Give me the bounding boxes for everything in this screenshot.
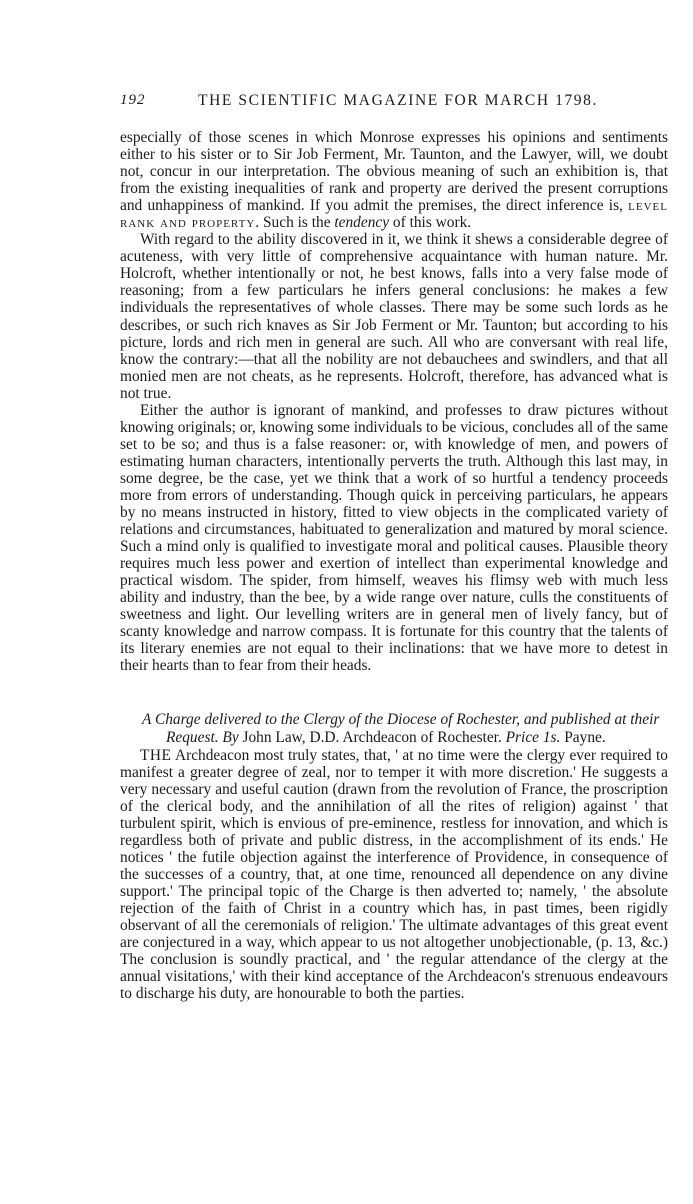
review-title <box>120 711 668 747</box>
running-title: THE SCIENTIFIC MAGAZINE FOR MARCH 1798. <box>198 92 598 109</box>
paragraph-text: of this work. <box>389 214 472 232</box>
opening-word: THE <box>140 746 172 764</box>
paragraph-text: . Such is the <box>255 214 335 232</box>
italic-word: tendency <box>334 214 390 232</box>
page-number: 192 <box>120 92 146 108</box>
section-spacing <box>120 675 668 711</box>
page-header <box>120 92 672 118</box>
review-2-paragraph <box>120 747 668 1003</box>
review-paragraph-3: Either the author is ignorant of mankind, and professes to draw pictures without knowing originals; or, knowing some individuals to be vicious, concludes all of the same set to be so; and thus is a false reasoner: or, with knowledge of men, and powers of estimating human characters, intentionally perverts the truth. Although this last may, in some degree, be the case, yet we think that a work of so hurtful a tendency proceeds more from errors of understanding. Though quick in perceiving particulars, he appears by no means instructed in history, fitted to view objects in the complicated variety of relations and circumstances, habituated to generalization and matured by moral science. Such a mind only is qualified to investigate moral and political causes. Plausible theory requires much less power and exertion of intellect than experimental knowledge and practical wisdom. The spider, from himself, weaves his flimsy web with much less ability and industry, than the bee, by a wide range over nature, culls the constituents of sweetness and light. Our levelling writers are in general men of lively fancy, but of scanty knowledge and narrow compass. It is fortunate for this country that the talents of its literary enemies are not equal to their inclinations: that we have more to detest in their hearts than to fear from their heads. <box>120 401 668 675</box>
page-body <box>120 129 668 1002</box>
title-publisher: Payne. <box>564 728 606 746</box>
paragraph-text: especially of those scenes in which Monrose expresses his opinions and sentiments either to his sister or to Sir Job Ferment, Mr. Taunton, and the Lawyer, will, we doubt not, concur in our interpretation. The obvious meaning of such an exhibition is, that from the existing inequalities of rank and property are derived the present corruptions and unhappiness of mankind. If you admit the premises, the direct inference is, <box>120 129 668 215</box>
review-paragraph-2: With regard to the ability discovered in it, we think it shews a considerable degree of acuteness, with very little of comprehensive acquaintance with human nature. Mr. Holcroft, whether intentionally or not, he best knows, falls into a very false mode of reasoning; from a few particulars he infers general conclusions: he makes a few individuals the representatives of whole classes. There may be some such lords as he describes, or such rich knaves as Sir Job Ferment or Mr. Taunton; but according to his picture, lords and rich men in general are such. All who are conversant with real life, know the contrary:—that all the nobility are not debauchees and swindlers, and that all monied men are not cheats, as he represents. Holcroft, therefore, has advanced what is not true. <box>120 231 668 402</box>
title-author: John Law, D.D. Archdeacon of Rochester. <box>242 728 502 746</box>
review-paragraph-1 <box>120 129 668 231</box>
small-caps-phrase: level rank and property <box>120 197 668 232</box>
title-price: Price 1s. <box>505 728 561 746</box>
title-italic: Request. By <box>166 728 243 746</box>
title-line-2 <box>122 729 668 747</box>
paragraph-text: Archdeacon most truly states, that, ' at no time were the clergy ever required to manifest a greater degree of zeal, nor to temper it with more discretion.' He suggests a very necessary and useful caution (drawn from the revolution of France, the proscription of the clerical body, and the annihilation of all the rites of religion) against ' that turbulent spirit, which is envious of pre-eminence, restless for innovation, and which is regardless both of private and public distress, in the accomplishment of its ends.' He notices ' the futile objection against the interference of Providence, in consequence of the successes of a country, that, at one time, renounced all dependence on any divine support.' The principal topic of the Charge is then adverted to; namely, ' the absolute rejection of the faith of Christ in a country which has, in past times, been rigidly observant of all the ceremonials of religion.' The ultimate advantages of this great event are conjectured in a way, which appear to us not altogether unobjectionable, (p. 13, &c.) The conclusion is soundly practical, and ' the regular attendance of the clergy at the annual visitations,' with their kind acceptance of the Archdeacon's strenuous endeavours to discharge his duty, are honourable to both the parties. <box>120 746 668 1003</box>
title-line-1: A Charge delivered to the Clergy of the Diocese of Rochester, and published at their <box>142 710 660 728</box>
